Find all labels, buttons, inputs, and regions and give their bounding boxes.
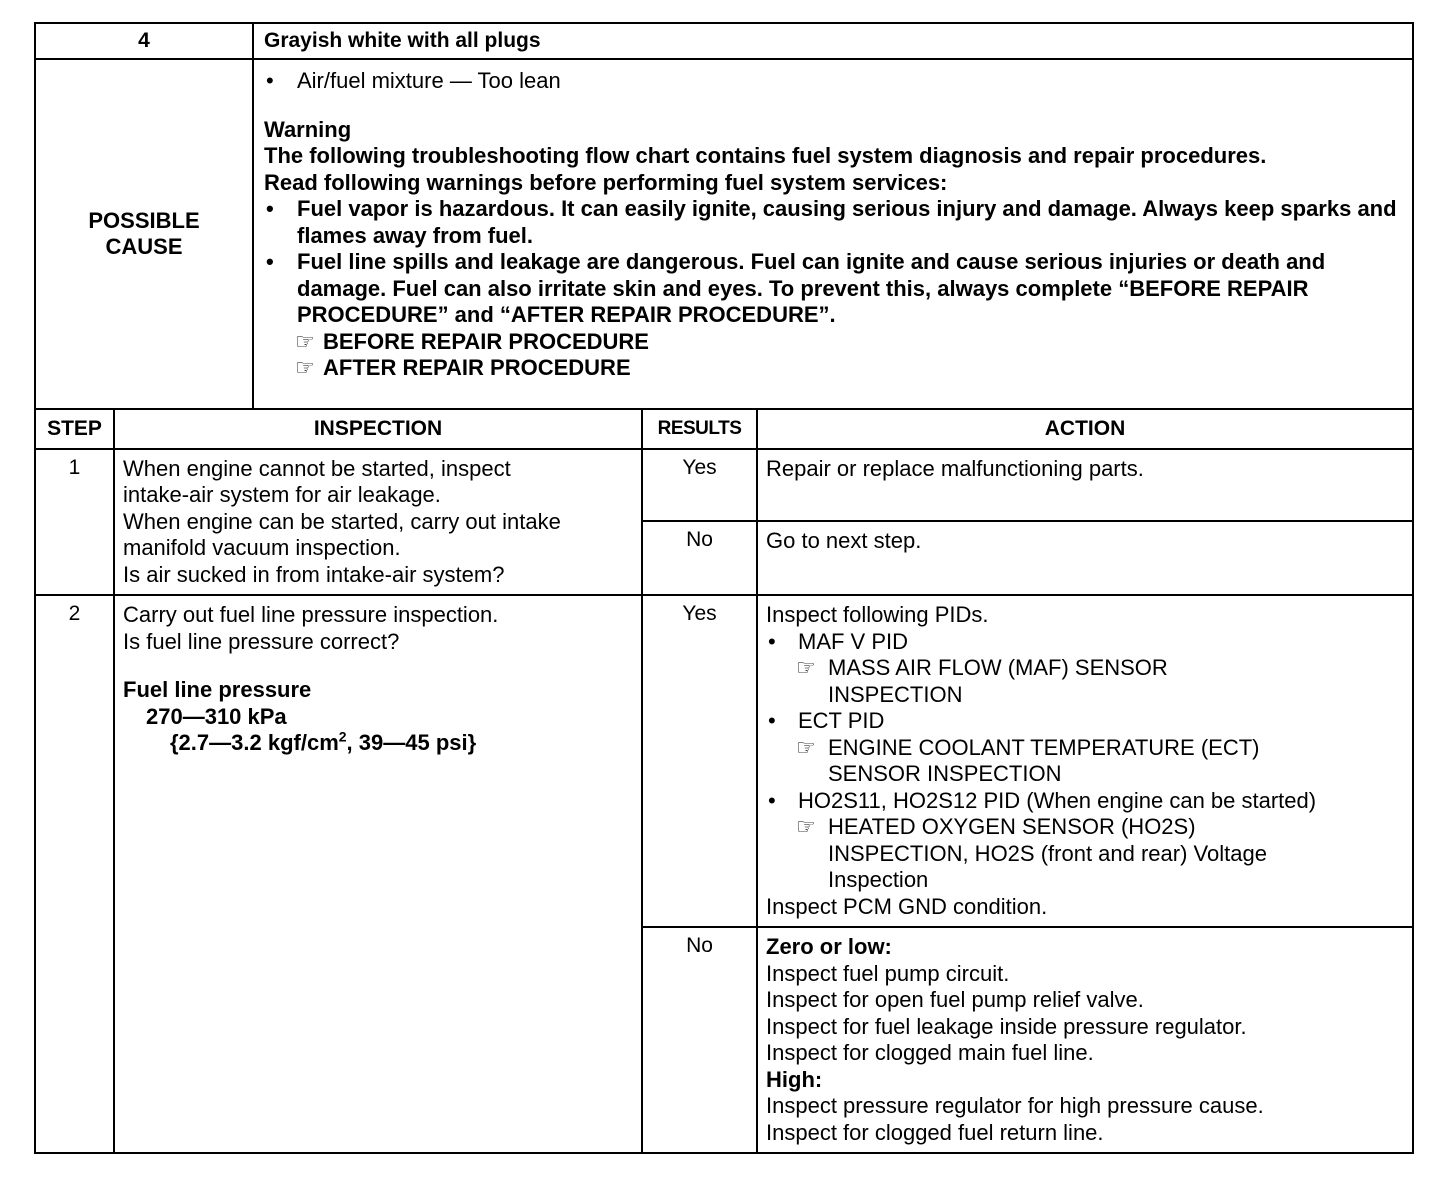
col-inspection: INSPECTION (114, 409, 642, 449)
bullet-icon: • (266, 196, 274, 221)
step-2-action-no (757, 927, 1413, 1153)
pid-ref[interactable] (766, 814, 1404, 894)
pid-ref-line: Inspection (828, 867, 929, 892)
symptom-title: Grayish white with all plugs (253, 23, 1413, 59)
pointing-hand-icon: ☞ (295, 328, 315, 354)
possible-cause-label-line2: CAUSE (105, 233, 183, 259)
step-1-action-no: Go to next step. (757, 521, 1413, 595)
symptom-table (34, 22, 1414, 410)
step-1-result-yes: Yes (642, 449, 757, 521)
col-step: STEP (35, 409, 114, 449)
pointing-hand-icon: ☞ (295, 355, 315, 380)
warning-item-2 (264, 249, 1402, 329)
bullet-icon: • (266, 68, 274, 93)
step-1-number: 1 (35, 449, 114, 596)
possible-cause-label-line1: POSSIBLE (88, 207, 200, 233)
no-high-item: Inspect for clogged fuel return line. (766, 1119, 1104, 1145)
bullet-icon: • (768, 708, 776, 733)
no-low-item: Inspect for open fuel pump relief valve. (766, 987, 1144, 1012)
step-1-action-yes: Repair or replace malfunctioning parts. (757, 449, 1413, 521)
step-2-inspection (114, 595, 642, 1153)
step-1-inspection-line: Is air sucked in from intake-air system? (123, 561, 505, 587)
step-1-inspection (114, 449, 642, 596)
step-2-action-yes (757, 595, 1413, 927)
pid-ref-line: SENSOR INSPECTION (828, 761, 1062, 786)
steps-header-row (35, 409, 1413, 449)
ref-after-repair-text: AFTER REPAIR PROCEDURE (323, 355, 631, 380)
warning-item-1-text: Fuel vapor is hazardous. It can easily ignite, causing serious injury and damage. Always keep sparks and flames away from fuel. (297, 196, 1397, 248)
pid-ref-line: ENGINE COOLANT TEMPERATURE (ECT) (828, 734, 1260, 760)
step-2-result-yes: Yes (642, 595, 757, 927)
steps-table (34, 408, 1414, 1155)
warning-item-2-text: Fuel line spills and leakage are dangerous. Fuel can ignite and cause serious injuries or death and damage. Fuel can also irritate skin and eyes. To prevent this, always complete “BEFORE REPAIR PROCEDURE” and “AFTER REPAIR PROCEDURE”. (297, 249, 1326, 327)
col-action: ACTION (757, 409, 1413, 449)
no-low-item: Inspect for clogged main fuel line. (766, 1040, 1094, 1065)
pid-ref-line: MASS AIR FLOW (MAF) SENSOR (828, 655, 1168, 680)
step-2-inspection-line: Carry out fuel line pressure inspection. (123, 602, 499, 627)
pid-item (766, 788, 1404, 815)
possible-cause-body (253, 59, 1413, 409)
spec-title: Fuel line pressure (123, 677, 312, 702)
warning-item-1 (264, 196, 1402, 249)
spec-value: 270—310 kPa (146, 703, 287, 729)
no-low-title: Zero or low: (766, 934, 892, 959)
diagnostic-document (34, 22, 1414, 1154)
symptom-header-row (35, 23, 1413, 59)
step-1-inspection-line: When engine cannot be started, inspect (123, 455, 511, 481)
step-2-yes-row (35, 595, 1413, 927)
no-low-item: Inspect fuel pump circuit. (766, 960, 1010, 986)
pid-item (766, 708, 1404, 735)
pointing-hand-icon: ☞ (796, 814, 816, 839)
possible-cause-row (35, 59, 1413, 409)
symptom-number: 4 (35, 23, 253, 59)
step-2-result-no: No (642, 927, 757, 1153)
pid-ref-line: INSPECTION, HO2S (front and rear) Voltage (828, 840, 1267, 866)
pid-item (766, 629, 1404, 656)
spec-alt-sup: 2 (338, 728, 347, 745)
cause-item-text: Air/fuel mixture — Too lean (297, 68, 561, 93)
step-2-number: 2 (35, 595, 114, 1153)
ref-after-repair[interactable] (264, 355, 1402, 382)
bullet-icon: • (266, 249, 274, 274)
spec-alt-value (123, 730, 633, 757)
step-1-inspection-line: When engine can be started, carry out intake (123, 508, 561, 534)
pid-name: MAF V PID (798, 628, 909, 654)
yes-outro: Inspect PCM GND condition. (766, 893, 1048, 919)
step-1-inspection-line: intake-air system for air leakage. (123, 482, 441, 507)
pid-ref[interactable] (766, 655, 1404, 708)
pid-ref[interactable] (766, 735, 1404, 788)
yes-intro: Inspect following PIDs. (766, 602, 989, 627)
pid-ref-line: HEATED OXYGEN SENSOR (HO2S) (828, 814, 1196, 839)
warning-intro-2: Read following warnings before performing fuel system services: (264, 169, 948, 195)
step-1-yes-row (35, 449, 1413, 521)
step-1-inspection-line: manifold vacuum inspection. (123, 535, 401, 560)
pid-name: ECT PID (798, 708, 885, 733)
pid-name: HO2S11, HO2S12 PID (When engine can be started) (798, 787, 1317, 813)
possible-cause-label (35, 59, 253, 409)
ref-before-repair[interactable] (264, 329, 1402, 356)
spec-alt-suffix: , 39—45 psi} (346, 730, 477, 755)
bullet-icon: • (768, 628, 776, 654)
step-2-inspection-line: Is fuel line pressure correct? (123, 628, 400, 654)
pointing-hand-icon: ☞ (796, 734, 816, 760)
pointing-hand-icon: ☞ (796, 655, 816, 680)
no-high-title: High: (766, 1066, 823, 1092)
warning-title: Warning (264, 116, 352, 142)
pid-ref-line: INSPECTION (828, 681, 963, 707)
col-results: RESULTS (642, 409, 757, 449)
cause-item (264, 68, 1402, 95)
spec-alt-prefix: {2.7—3.2 kgf/cm (170, 730, 339, 755)
no-high-item: Inspect pressure regulator for high pressure cause. (766, 1093, 1264, 1118)
warning-intro-1: The following troubleshooting flow chart contains fuel system diagnosis and repair procedures. (264, 143, 1267, 168)
step-1-result-no: No (642, 521, 757, 595)
ref-before-repair-text: BEFORE REPAIR PROCEDURE (323, 328, 649, 354)
no-low-item: Inspect for fuel leakage inside pressure regulator. (766, 1013, 1247, 1039)
bullet-icon: • (768, 787, 776, 813)
